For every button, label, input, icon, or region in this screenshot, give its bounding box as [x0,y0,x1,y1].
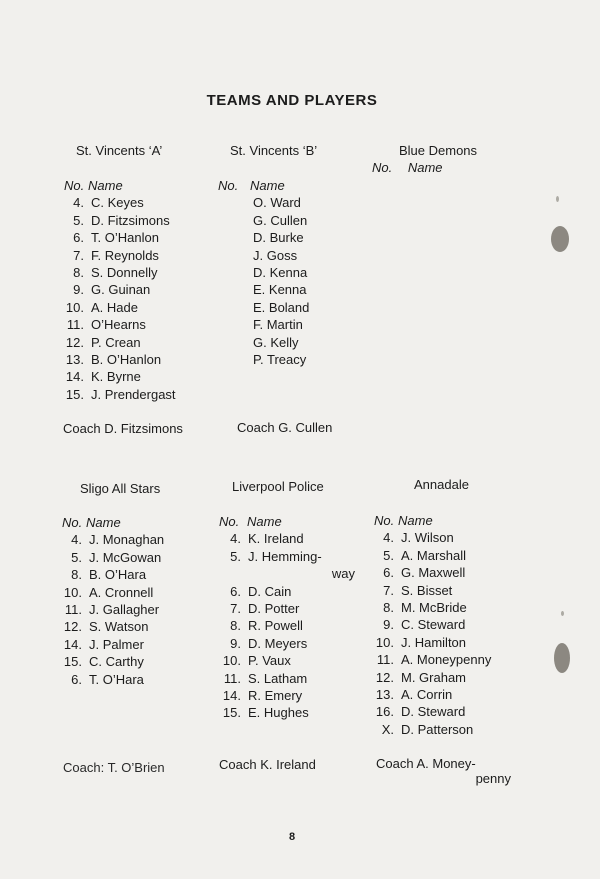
player-row [374,669,491,686]
player-number: 5. [71,549,82,565]
player-name: D. Patterson [401,721,474,737]
player-name: E. Boland [253,299,310,315]
roster-st-vincents-a [64,177,176,403]
player-name: J. Monaghan [89,532,165,548]
player-row [62,671,164,688]
player-number: 10. [63,584,82,600]
player-name: J. Wilson [401,530,454,546]
player-row [218,351,309,368]
header-name: Name [250,178,285,193]
player-name: D. Potter [248,601,300,617]
player-row [374,651,491,668]
player-row [218,316,309,333]
player-row [219,530,355,547]
player-number: 6. [383,565,394,581]
coach-st-vincents-a: Coach D. Fitzsimons [63,421,183,436]
player-row [374,703,491,720]
player-number: 6. [71,671,82,687]
player-row [218,281,309,298]
roster-annadale [374,512,491,738]
header-name: Name [407,160,443,175]
player-name: G. Maxwell [401,565,466,581]
player-row [62,584,164,601]
header-name: Name [398,513,433,528]
player-name: R. Powell [248,618,303,634]
player-row [218,264,309,281]
player-row [218,334,309,351]
player-name: D. Kenna [253,265,308,281]
player-number: 15. [222,705,241,721]
column-header [62,514,164,531]
player-number: 4. [71,532,82,548]
player-number: 13. [65,352,84,368]
player-number: 12. [63,619,82,635]
header-no: No. [218,178,239,193]
header-no: No. [219,514,240,529]
player-row [64,212,176,229]
player-row [64,299,176,316]
coach-st-vincents-b: Coach G. Cullen [237,420,333,435]
player-name: P. Crean [91,334,141,350]
player-name: K. Ireland [248,531,304,547]
player-row [62,636,164,653]
player-row [374,721,491,738]
speck-mark [561,611,564,616]
player-number: 4. [230,531,241,547]
player-row [62,601,164,618]
player-name: G. Kelly [253,334,299,350]
player-row [374,634,491,651]
player-row [64,316,176,333]
punch-hole-mark [554,643,570,673]
header-no: No. [64,178,85,193]
player-row [64,281,176,298]
player-name: S. Latham [248,670,308,686]
column-header [218,177,309,194]
player-row [64,194,176,211]
player-row [374,582,491,599]
player-number: 11. [223,670,241,686]
player-name: A. Marshall [401,547,467,563]
player-number: 15. [65,386,84,402]
player-number: 7. [383,582,394,598]
roster-liverpool-police [219,513,355,722]
player-row [62,531,164,548]
player-name: K. Byrne [91,369,141,385]
player-name: A. Moneypenny [401,652,492,668]
player-row [64,351,176,368]
player-name: D. Meyers [248,635,308,651]
player-name: J. Prendergast [91,386,176,402]
player-number: 5. [230,548,241,564]
page-number: 8 [288,831,296,843]
player-name: J. Palmer [89,636,144,652]
player-row [219,670,355,687]
player-row [64,386,176,403]
player-name: G. Guinan [91,282,151,298]
player-number: 9. [383,617,394,633]
player-name: F. Martin [253,317,303,333]
player-name: O’Hearns [91,317,146,333]
player-name: R. Emery [248,688,303,704]
player-name: D. Cain [248,583,292,599]
player-number: 5. [73,212,84,228]
player-number: 15. [63,654,82,670]
player-row [219,635,355,652]
player-name: D. Steward [401,704,466,720]
player-name: T. O’Hara [89,671,144,687]
column-header [374,512,491,529]
player-number: 6. [73,230,84,246]
player-name: C. Carthy [89,654,144,670]
player-row [218,229,309,246]
team-name-blue-demons: Blue Demons [399,143,478,158]
player-name: J. Hamilton [401,634,467,650]
player-row [219,548,355,565]
header-name: Name [88,178,123,193]
player-number: 11. [64,602,82,618]
player-number: 5. [383,547,394,563]
player-name: J. McGowan [89,549,162,565]
player-row [219,687,355,704]
speck-mark [556,196,559,202]
player-row [374,564,491,581]
player-number: 10. [65,299,84,315]
player-number: X. [381,721,394,737]
header-no: No. [374,513,395,528]
player-number: 8. [383,600,394,616]
player-name: P. Treacy [253,352,307,368]
player-name: O. Ward [253,195,301,211]
player-name: J. Gallagher [89,602,160,618]
team-name-st-vincents-b: St. Vincents ‘B’ [230,143,318,158]
player-name: B. O’Hanlon [91,352,162,368]
header-no: No. [372,160,393,175]
player-name: M. Graham [401,669,467,685]
player-name: P. Vaux [248,653,291,669]
player-name: J. Goss [253,247,298,263]
player-name: T. O’Hanlon [91,230,159,246]
player-row [62,549,164,566]
player-number: 6. [230,583,241,599]
player-name: E. Kenna [253,282,307,298]
player-number: 8. [230,618,241,634]
player-number: 12. [65,334,84,350]
player-name: A. Cronnell [89,584,154,600]
player-name: F. Reynolds [91,247,159,263]
player-row [219,704,355,721]
player-number: 11. [66,317,84,333]
player-row [62,566,164,583]
player-name: B. O’Hara [89,567,147,583]
player-row [374,686,491,703]
player-number: 13. [375,687,394,703]
player-name: S. Donnelly [91,265,158,281]
player-number: 12. [375,669,394,685]
player-row [218,212,309,229]
player-row [64,229,176,246]
player-row [374,616,491,633]
player-name: M. McBride [401,600,467,616]
player-name: C. Steward [401,617,466,633]
player-row [218,247,309,264]
player-number: 11. [376,652,394,668]
player-number: 9. [73,282,84,298]
roster-st-vincents-b [218,177,309,368]
player-name: G. Cullen [253,212,308,228]
player-row [64,247,176,264]
team-name-sligo-all-stars: Sligo All Stars [80,481,161,496]
team-name-annadale: Annadale [414,477,469,492]
header-name: Name [247,514,282,529]
player-row [374,547,491,564]
player-row [219,617,355,634]
coach-annadale-line1: Coach A. Money- [376,756,476,771]
player-row [218,299,309,316]
player-number: 16. [375,704,394,720]
player-number: 14. [222,688,241,704]
coach-annadale-line2: penny [475,771,511,786]
player-number: 8. [73,265,84,281]
player-row [374,529,491,546]
header-name: Name [86,515,121,530]
player-number: 4. [73,195,84,211]
player-number: 7. [230,601,241,617]
player-row [219,652,355,669]
player-row [62,653,164,670]
player-row [219,600,355,617]
player-number: 14. [65,369,84,385]
player-name: J. Hemming- [248,548,322,564]
header-no: No. [62,515,83,530]
player-number: 14. [63,636,82,652]
player-row [219,583,355,600]
punch-hole-mark [551,226,569,252]
player-name: S. Bisset [401,582,453,598]
player-number: 8. [71,567,82,583]
player-name: A. Hade [91,299,138,315]
player-row [62,618,164,635]
player-name: D. Fitzsimons [91,212,170,228]
player-name-continuation: way [331,566,355,582]
column-header-blue-demons [372,159,443,176]
column-header [64,177,176,194]
player-name: C. Keyes [91,195,144,211]
player-number: 9. [230,635,241,651]
coach-sligo-all-stars: Coach: T. O’Brien [63,760,165,775]
player-row [218,194,309,211]
player-name: E. Hughes [248,705,309,721]
player-number: 10. [222,653,241,669]
player-row [64,334,176,351]
page-title: TEAMS AND PLAYERS [206,92,378,109]
coach-liverpool-police: Coach K. Ireland [219,757,316,772]
player-name: A. Corrin [401,687,453,703]
player-row [64,264,176,281]
player-name: D. Burke [253,230,304,246]
player-number: 4. [383,530,394,546]
player-number: 10. [375,634,394,650]
coach-annadale [376,756,511,786]
roster-sligo-all-stars [62,514,164,688]
player-row [64,368,176,385]
player-number: 7. [73,247,84,263]
team-name-st-vincents-a: St. Vincents ‘A’ [76,143,163,158]
team-name-liverpool-police: Liverpool Police [232,479,324,494]
player-row [374,599,491,616]
player-name: S. Watson [89,619,149,635]
column-header [219,513,355,530]
